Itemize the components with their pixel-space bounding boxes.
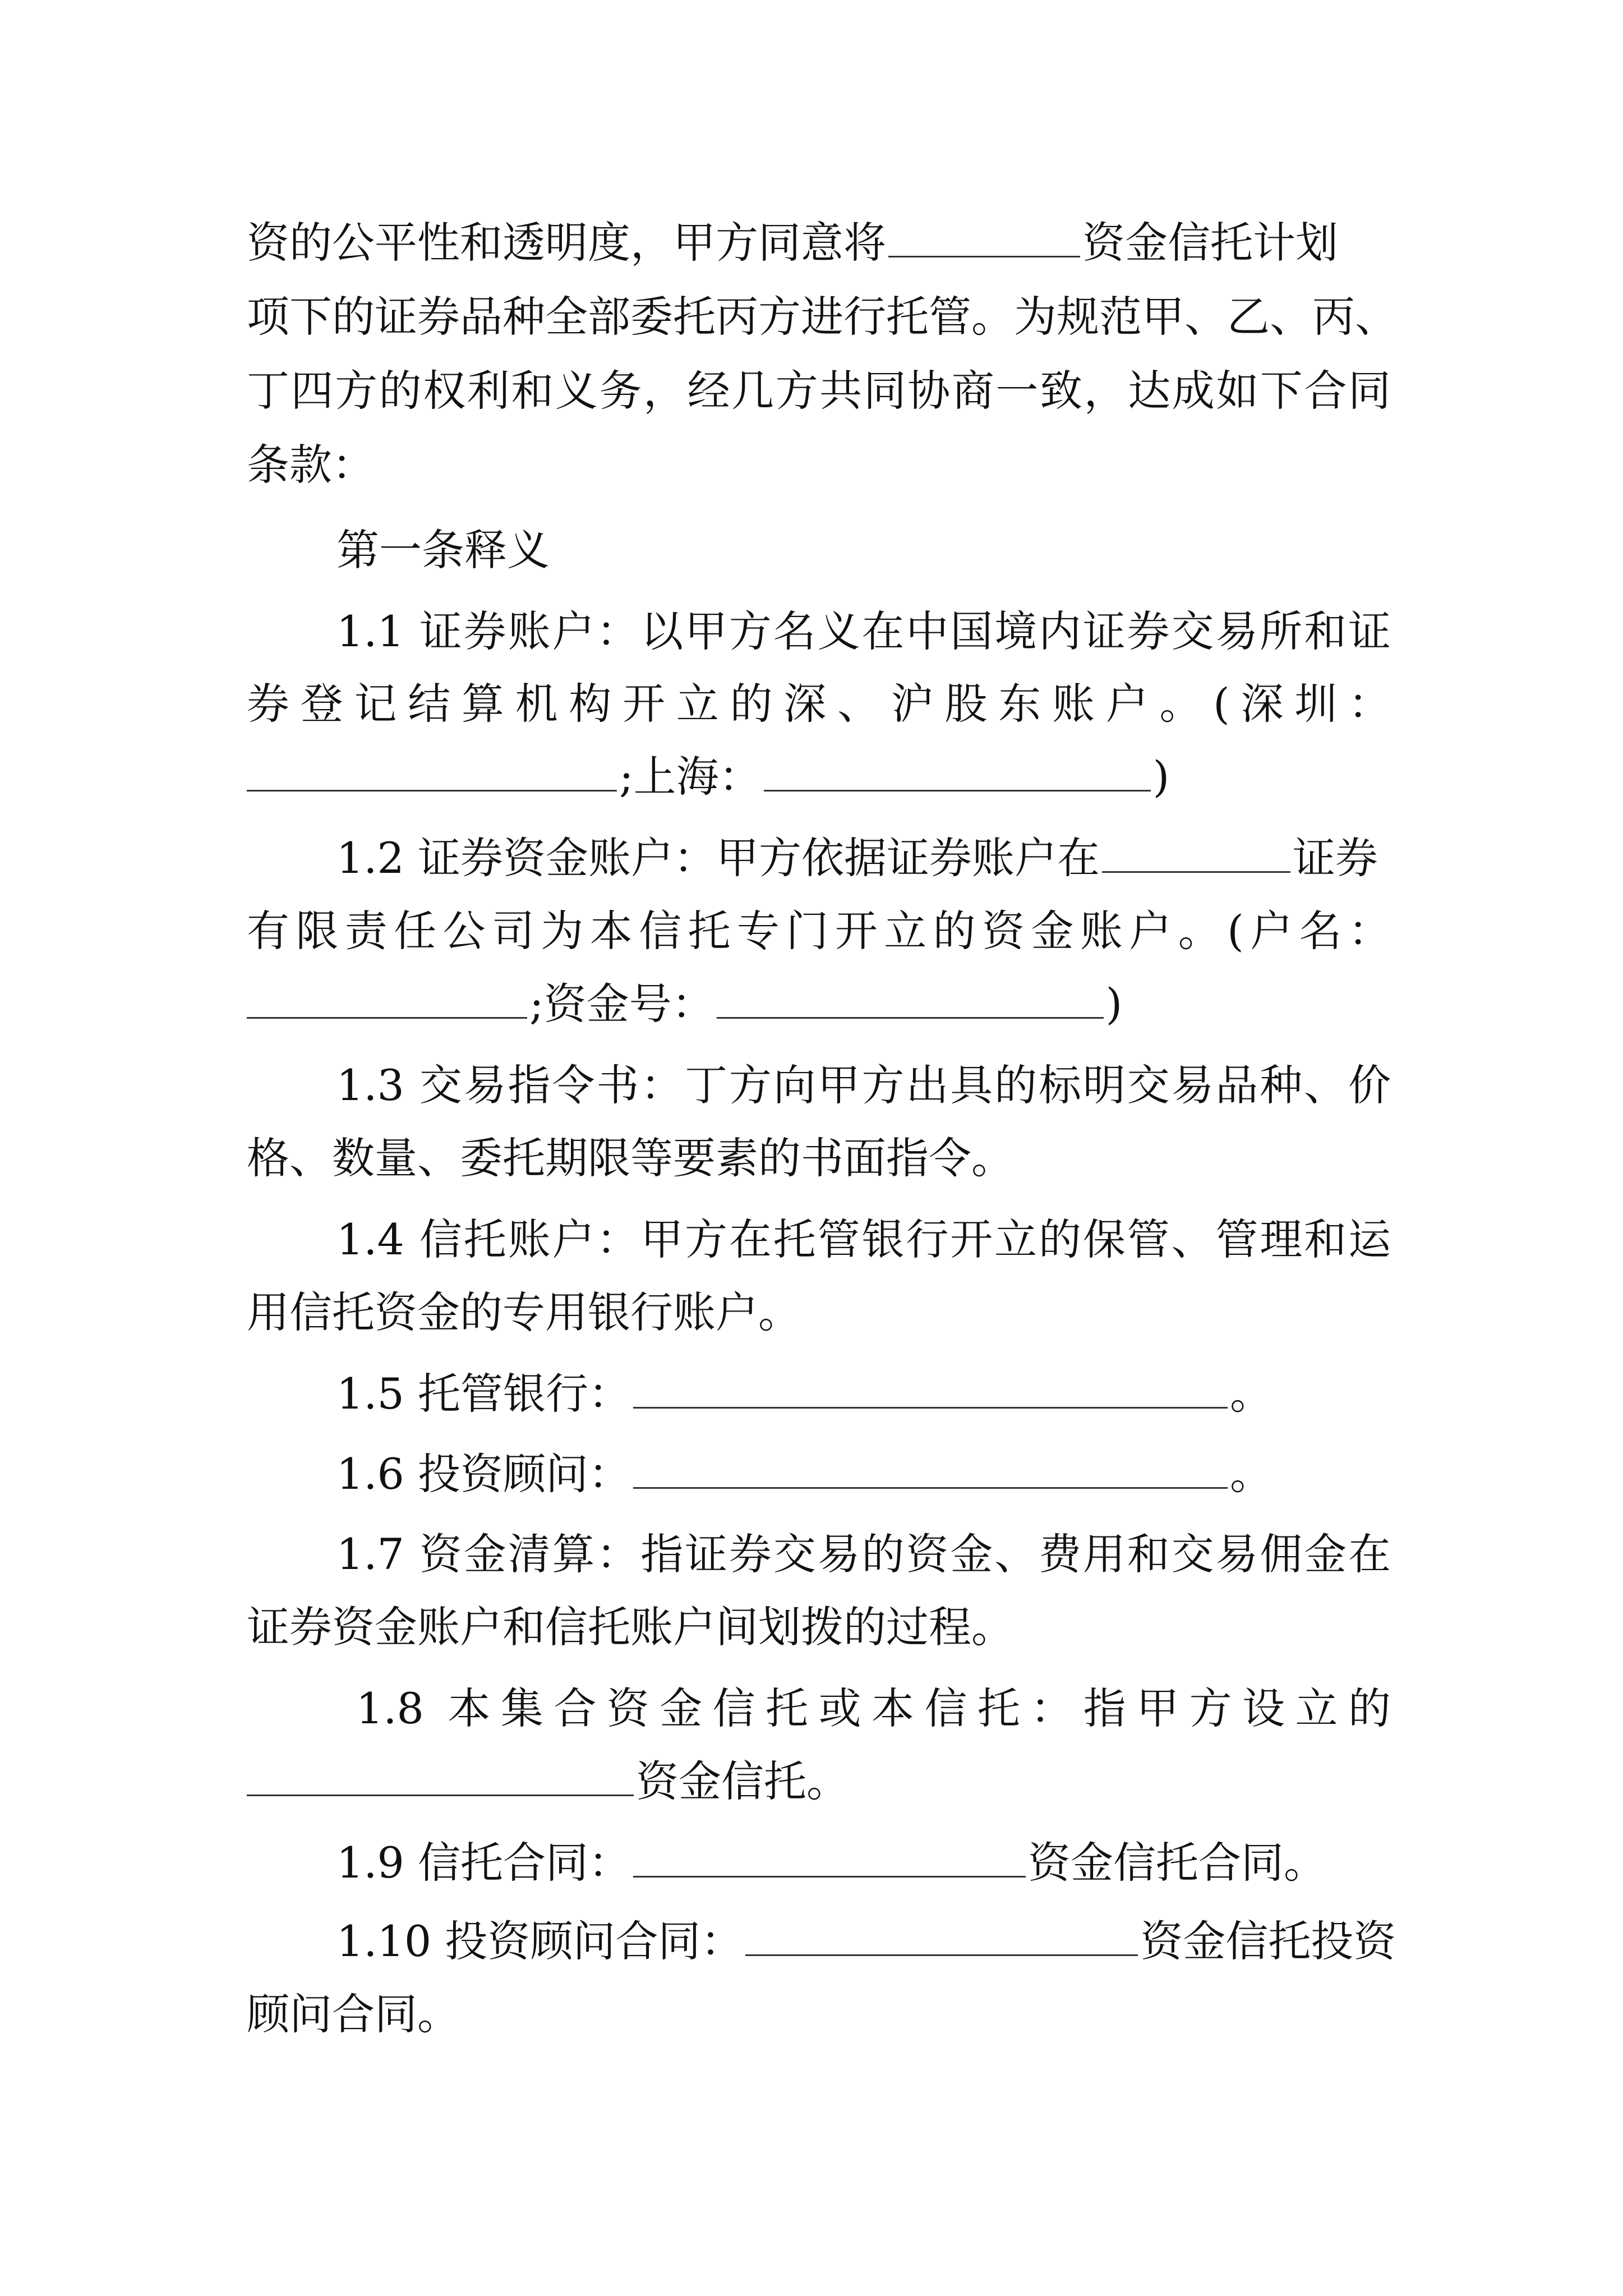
- fill-blank: [247, 980, 527, 1019]
- text-segment: 资金信托。: [636, 1756, 849, 1806]
- definition-1-8-line-2: [247, 1754, 1391, 1810]
- definition-1-1-line-1: 1.1 证券账户：以甲方名义在中国境内证券交易所和证: [336, 606, 1391, 656]
- definition-1-9: [336, 1835, 1391, 1891]
- text-segment: 资金信托合同。: [1028, 1838, 1327, 1888]
- definition-1-2-line-2: 有限责任公司为本信托专门开立的资金账户。(户名：: [247, 906, 1391, 956]
- definition-1-4-line-1: 1.4 信托账户：甲方在托管银行开立的保管、管理和运: [336, 1214, 1391, 1264]
- paragraph-intro-line-2: 项下的证券品种全部委托丙方进行托管。为规范甲、乙、丙、: [247, 292, 1398, 342]
- fill-blank: [717, 980, 1104, 1019]
- text-segment: 资金信托投资: [1140, 1916, 1396, 1966]
- fill-blank: [247, 1757, 634, 1796]
- definition-1-4-line-2: 用信托资金的专用银行账户。: [247, 1287, 801, 1337]
- definition-1-10-line-1: [336, 1913, 1396, 1970]
- text-segment: ;上海：: [619, 752, 762, 802]
- definition-1-1-line-3: [247, 749, 1391, 805]
- text-segment: 。: [1230, 1449, 1273, 1499]
- definition-1-10-line-2: 顾问合同。: [247, 1989, 460, 2039]
- fill-blank: [764, 753, 1151, 792]
- fill-blank: [1102, 834, 1290, 873]
- definition-1-2-line-3: [247, 976, 1391, 1032]
- fill-blank: [247, 753, 617, 792]
- text-segment: 。: [1230, 1369, 1273, 1419]
- text-segment: 1.5 托管银行：: [336, 1369, 631, 1419]
- paragraph-intro-line-3: 丁四方的权利和义务，经几方共同协商一致，达成如下合同: [247, 366, 1391, 416]
- definition-1-1-line-2: 券登记结算机构开立的深、沪股东账户。(深圳：: [247, 679, 1391, 729]
- fill-blank: [633, 1450, 1228, 1489]
- definition-1-8-line-1: 1.8 本集合资金信托或本信托：指甲方设立的: [356, 1683, 1391, 1733]
- definition-1-6: [336, 1446, 1391, 1502]
- fill-blank: [633, 1839, 1026, 1878]
- fill-blank: [633, 1370, 1228, 1409]
- definition-1-2-line-1: [336, 830, 1391, 886]
- definition-1-7-line-1: 1.7 资金清算：指证券交易的资金、费用和交易佣金在: [336, 1529, 1391, 1579]
- text-segment: 1.2 证券资金账户：甲方依据证券账户在: [336, 833, 1100, 883]
- paragraph-intro-line-1: [247, 215, 1391, 271]
- definition-1-3-line-2: 格、数量、委托期限等要素的书面指令。: [247, 1133, 1014, 1183]
- fill-blank: [745, 1917, 1138, 1956]
- section-heading: 第一条释义: [336, 525, 550, 575]
- definition-1-5: [336, 1366, 1391, 1422]
- text-segment: ): [1105, 979, 1123, 1029]
- fill-blank: [888, 219, 1080, 257]
- text-segment: ): [1152, 752, 1170, 802]
- definition-1-3-line-1: 1.3 交易指令书：丁方向甲方出具的标明交易品种、价: [336, 1060, 1391, 1110]
- definition-1-7-line-2: 证券资金账户和信托账户间划拨的过程。: [247, 1602, 1014, 1652]
- text-segment: 资的公平性和透明度，甲方同意将: [247, 218, 886, 268]
- text-segment: 1.9 信托合同：: [336, 1838, 631, 1888]
- paragraph-intro-line-4: 条款：: [247, 440, 375, 490]
- text-segment: ;资金号：: [529, 979, 714, 1029]
- text-segment: 1.10 投资顾问合同：: [336, 1916, 744, 1966]
- text-segment: 资金信托计划: [1082, 218, 1338, 268]
- text-segment: 证券: [1293, 833, 1378, 883]
- text-segment: 1.6 投资顾问：: [336, 1449, 631, 1499]
